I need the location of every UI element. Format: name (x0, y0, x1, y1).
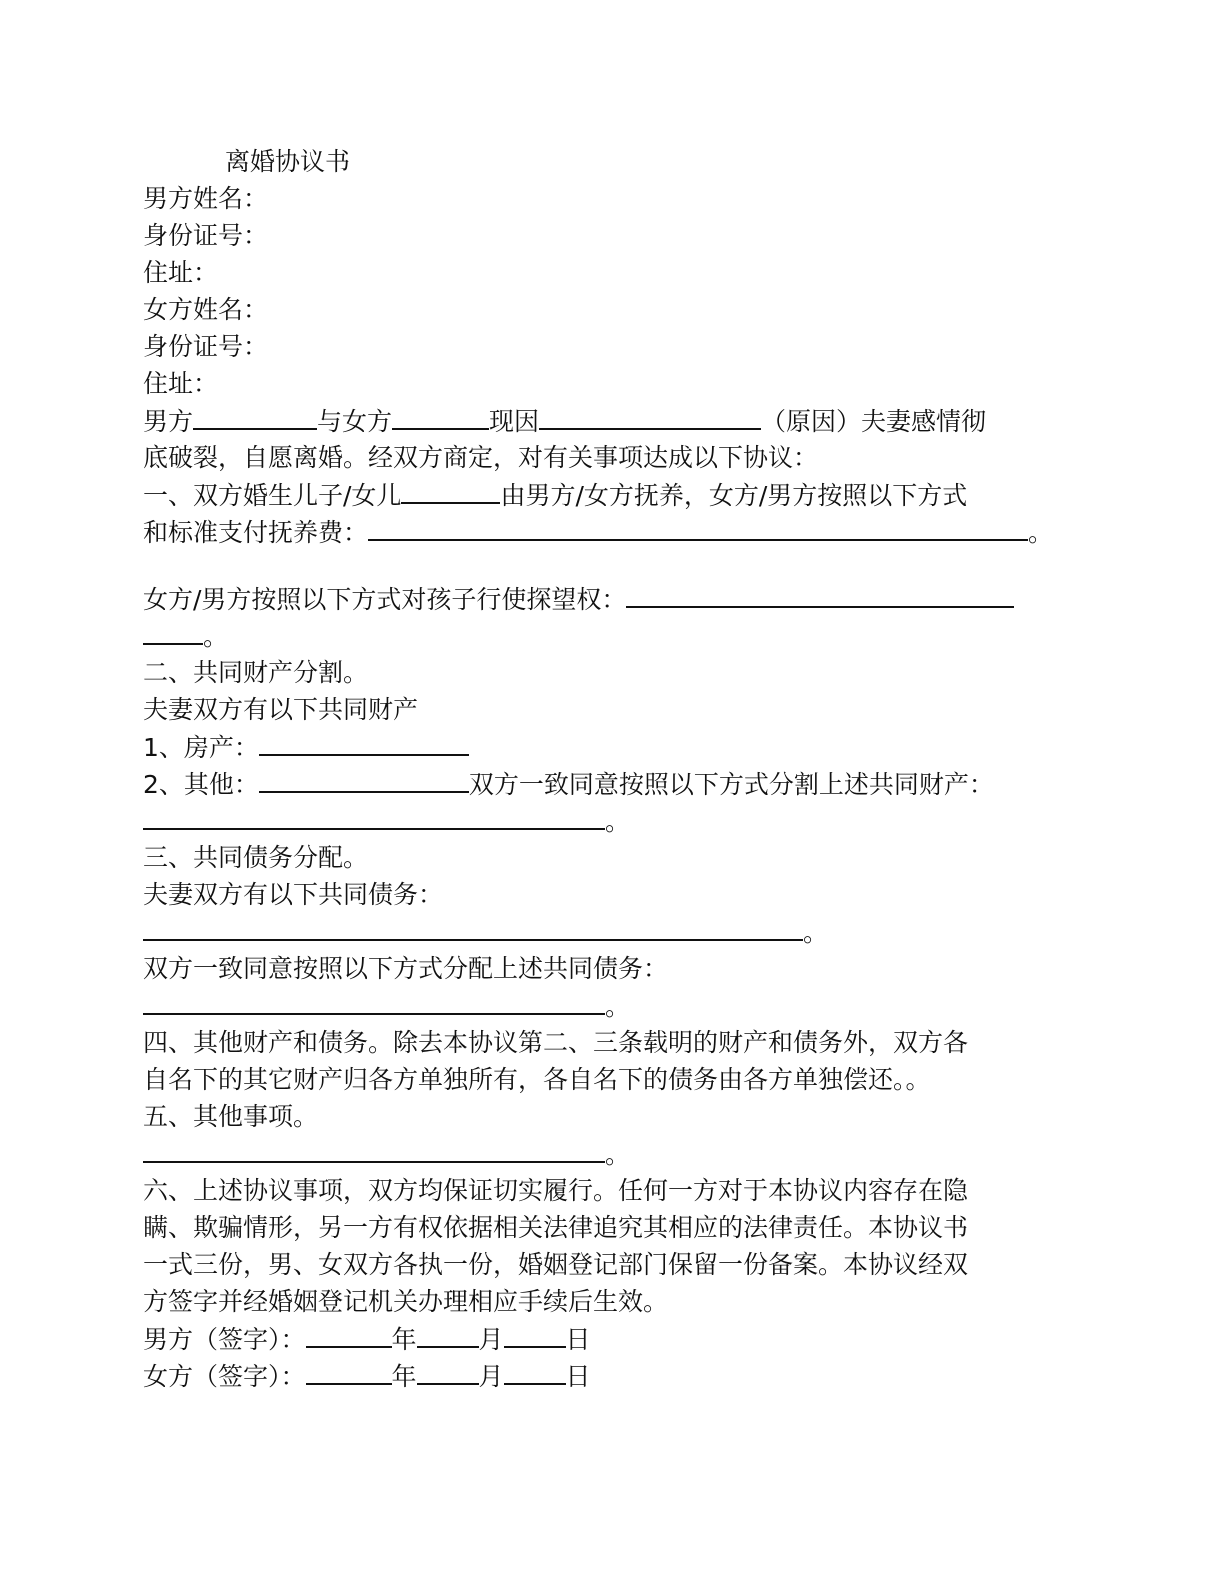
male-signature-label: 男方（签字）： (143, 1325, 306, 1354)
day-label: 日 (565, 1325, 591, 1354)
year-label: 年 (391, 1325, 417, 1354)
intro-female-text: 与女方 (317, 407, 393, 436)
male-id-label: 身份证号： (143, 221, 269, 250)
section3-end-mark-1: 。 (803, 918, 829, 947)
debts-blank[interactable] (143, 913, 803, 941)
section6-line-4: 方签字并经婚姻登记机关办理相应手续后生效。 (143, 1287, 669, 1316)
female-id-label: 身份证号： (143, 332, 269, 361)
child-support-blank[interactable] (368, 513, 1028, 541)
spacer (143, 550, 1073, 580)
intro-male-text: 男方 (143, 407, 194, 436)
female-name-blank[interactable] (392, 402, 489, 430)
section3-end-mark-2: 。 (605, 992, 631, 1021)
property-blank[interactable] (259, 728, 469, 756)
section2-division-line (143, 802, 1073, 839)
section5-heading: 五、其他事项。 (143, 1102, 319, 1131)
visitation-blank[interactable] (626, 580, 1014, 608)
section1-support-text: 和标准支付抚养费： (143, 518, 369, 547)
section6-line-2: 瞒、欺骗情形，另一方有权依据相关法律追究其相应的法律责任。本协议书 (143, 1213, 969, 1242)
section2-heading: 二、共同财产分割。 (143, 658, 369, 687)
section2-end-mark: 。 (605, 807, 631, 836)
visitation-text: 女方/男方按照以下方式对孩子行使探望权： (143, 585, 627, 614)
day-label: 日 (565, 1362, 591, 1391)
other-asset-label: 2、其他： (143, 770, 259, 799)
section3-division-line (143, 987, 1073, 1024)
section1-visit-line (143, 580, 1073, 617)
female-signature-line (143, 1357, 1073, 1394)
section3-heading: 三、共同债务分配。 (143, 843, 369, 872)
section2-intro: 夫妻双方有以下共同财产 (143, 695, 419, 724)
section1-custody-text: 由男方/女方抚养，女方/男方按照以下方式 (500, 481, 968, 510)
female-day-blank[interactable] (504, 1357, 566, 1385)
section1-line-1 (143, 476, 1073, 513)
debt-division-blank[interactable] (143, 987, 605, 1015)
female-month-blank[interactable] (417, 1357, 479, 1385)
visitation-blank-continued[interactable] (143, 617, 203, 645)
section5-line (143, 1135, 1073, 1172)
asset-division-blank[interactable] (143, 802, 605, 830)
male-address-label: 住址： (143, 258, 219, 287)
reason-blank[interactable] (539, 402, 761, 430)
section5-end-mark: 。 (605, 1140, 631, 1169)
year-label: 年 (391, 1362, 417, 1391)
male-name-label: 男方姓名： (143, 184, 269, 213)
asset-division-text: 双方一致同意按照以下方式分割上述共同财产： (468, 770, 994, 799)
male-month-blank[interactable] (417, 1320, 479, 1348)
document-title: 离婚协议书 (225, 147, 351, 176)
month-label: 月 (478, 1362, 504, 1391)
section3-intro: 夫妻双方有以下共同债务： (143, 880, 444, 909)
section2-item-2 (143, 765, 1073, 802)
female-year-blank[interactable] (306, 1357, 392, 1385)
male-year-blank[interactable] (306, 1320, 392, 1348)
female-name-label: 女方姓名： (143, 295, 269, 324)
other-asset-blank[interactable] (259, 765, 469, 793)
visitation-end-mark: 。 (203, 622, 229, 651)
female-address-label: 住址： (143, 369, 219, 398)
section2-item-1 (143, 728, 1073, 765)
section1-visit-line-2 (143, 617, 1073, 654)
intro-reason-text: 现因 (489, 407, 540, 436)
month-label: 月 (478, 1325, 504, 1354)
section1-child-text: 一、双方婚生儿子/女儿 (143, 481, 402, 510)
male-signature-line (143, 1320, 1073, 1357)
section4-line-1: 四、其他财产和债务。除去本协议第二、三条载明的财产和债务外，双方各 (143, 1028, 969, 1057)
section6-line-3: 一式三份，男、女双方各执一份，婚姻登记部门保留一份备案。本协议经双 (143, 1250, 969, 1279)
intro-reason-suffix: （原因）夫妻感情彻 (761, 407, 987, 436)
property-label: 1、房产： (143, 733, 259, 762)
male-name-blank[interactable] (193, 402, 317, 430)
section1-end-mark: 。 (1028, 518, 1054, 547)
child-name-blank[interactable] (401, 476, 500, 504)
male-day-blank[interactable] (504, 1320, 566, 1348)
female-signature-label: 女方（签字）： (143, 1362, 306, 1391)
other-matters-blank[interactable] (143, 1135, 605, 1163)
section4-line-2: 自名下的其它财产归各方单独所有，各自名下的债务由各方单独偿还。。 (143, 1065, 931, 1094)
section3-agree: 双方一致同意按照以下方式分配上述共同债务： (143, 954, 669, 983)
section3-debts-line (143, 913, 1073, 950)
agreement-body (143, 143, 1073, 1394)
section6-line-1: 六、上述协议事项，双方均保证切实履行。任何一方对于本协议内容存在隐 (143, 1176, 969, 1205)
intro-line-1 (143, 402, 1073, 439)
intro-line-2: 底破裂，自愿离婚。经双方商定，对有关事项达成以下协议： (143, 443, 819, 472)
section1-line-2 (143, 513, 1073, 550)
